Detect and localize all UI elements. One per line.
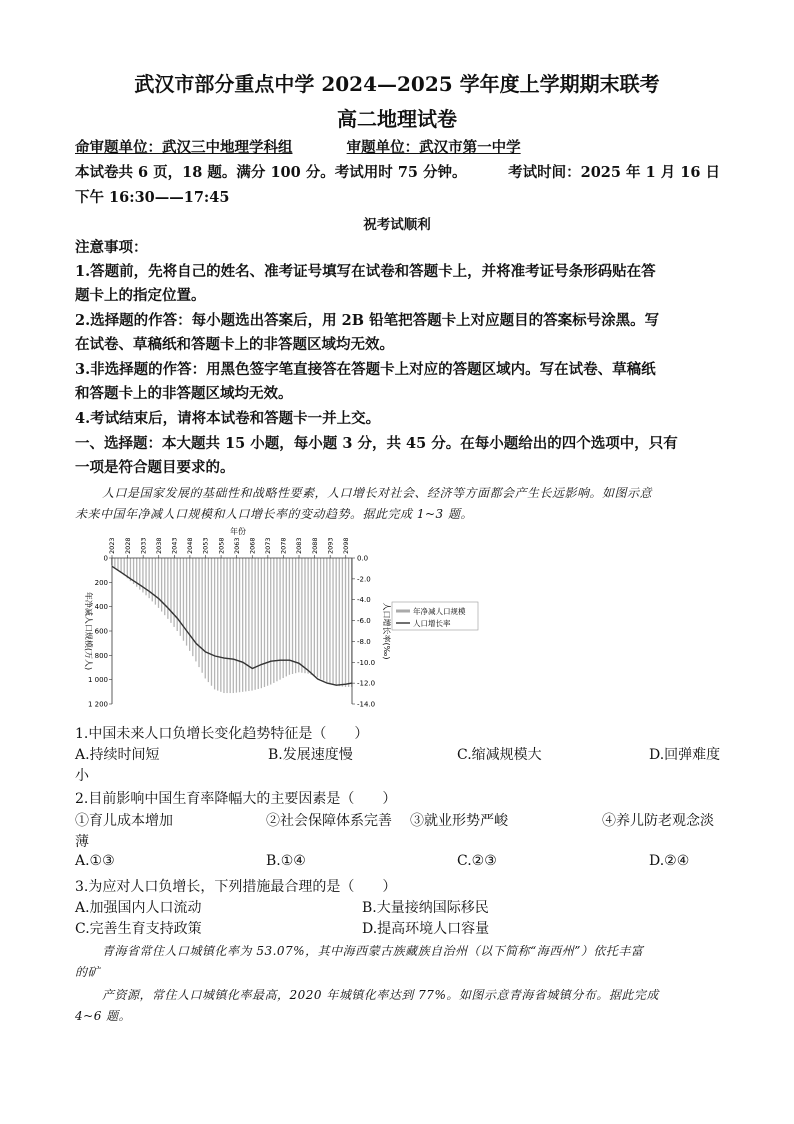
chart-legend: [392, 602, 478, 630]
bar-2059: [223, 558, 224, 693]
x-tick-label-2093: 2093: [326, 537, 335, 554]
section1-line-a: 一、选择题：本大题共 15 小题，每小题 3 分，共 45 分。在每小题给出的四个选项中，只有: [75, 435, 678, 452]
note-3b: 和答题卡上的非答题区域均无效。: [75, 385, 293, 402]
bar-2088: [314, 558, 315, 676]
bar-2084: [301, 558, 302, 673]
q1-option-a[interactable]: A.持续时间短: [75, 747, 160, 763]
bar-2027: [124, 558, 125, 575]
bar-2090: [320, 558, 321, 679]
bar-2068: [251, 558, 252, 691]
right-tick-group: [352, 555, 375, 709]
legend-bar-label: 年净减人口规模: [413, 607, 466, 616]
q1-option-d-cont: 小: [75, 768, 89, 784]
x-tick-label-2098: 2098: [341, 537, 350, 554]
exam-subject: 高二地理试卷: [337, 107, 457, 131]
bar-2079: [286, 558, 287, 676]
bar-2049: [192, 558, 193, 656]
bar-2058: [220, 558, 221, 692]
bar-2028: [127, 558, 128, 578]
bar-2026: [120, 558, 121, 573]
passage1-line-a: 人口是国家发展的基础性和战略性要素，人口增长对社会、经济等方面都会产生长远影响。如图示意: [102, 486, 653, 500]
bar-2053: [205, 558, 206, 678]
x-tick-label-2078: 2078: [279, 537, 288, 554]
setter-unit: 命审题单位：武汉三中地理学科组: [75, 139, 293, 156]
setter-line: [75, 136, 720, 157]
growth-rate-line: [112, 566, 352, 685]
bar-2037: [155, 558, 156, 605]
top-axis-label: 年份: [230, 527, 246, 536]
bar-2086: [307, 558, 308, 674]
bar-2072: [264, 558, 265, 687]
bar-2052: [201, 558, 202, 673]
note-2b: 在试卷、草稿纸和答题卡上的非答题区域均无效。: [75, 336, 394, 353]
bar-2046: [183, 558, 184, 641]
bar-2096: [339, 558, 340, 686]
right-tick-label-2: -4.0: [357, 596, 371, 605]
bar-2041: [167, 558, 168, 619]
population-chart: [78, 524, 480, 710]
population-chart-svg: [78, 524, 480, 710]
right-tick-label-1: -2.0: [357, 575, 371, 584]
q2-option-d[interactable]: D.②④: [649, 853, 690, 869]
notes-heading: 注意事项：: [75, 239, 148, 256]
bar-2038: [158, 558, 159, 608]
left-tick-label-6: 1 200: [87, 700, 108, 709]
passage2-line-a: 青海省常住人口城镇化率为 53.07%，其中海西蒙古族藏族自治州（以下简称“海西州”）依托丰富: [102, 944, 644, 958]
x-tick-label-2068: 2068: [248, 537, 257, 554]
q1-option-b[interactable]: B.发展速度慢: [268, 747, 353, 763]
q1-stem: 1.中国未来人口负增长变化趋势特征是（ ）: [75, 726, 369, 742]
x-tick-label-2023: 2023: [108, 537, 117, 554]
passage1-line-b: 未来中国年净减人口规模和人口增长率的变动趋势。据此完成 1~3 题。: [75, 507, 473, 521]
bar-2040: [164, 558, 165, 615]
bar-2094: [332, 558, 333, 685]
bar-2065: [242, 558, 243, 692]
bar-2074: [270, 558, 271, 685]
bar-2067: [248, 558, 249, 691]
bar-2061: [230, 558, 231, 693]
bar-2092: [326, 558, 327, 682]
q3-option-a[interactable]: A.加强国内人口流动: [75, 900, 202, 916]
q2-stem: 2.目前影响中国生育率降幅大的主要因素是（ ）: [75, 791, 397, 807]
right-tick-label-5: -10.0: [357, 658, 376, 667]
exam-time: 下午 16:30——17:45: [75, 189, 230, 206]
x-tick-label-2028: 2028: [123, 537, 132, 554]
bar-2077: [279, 558, 280, 680]
bar-2043: [173, 558, 174, 627]
bar-2087: [311, 558, 312, 675]
exam-info: [75, 161, 720, 182]
x-tick-label-2043: 2043: [170, 537, 179, 554]
q2-statement-4-cont: 薄: [75, 834, 89, 850]
q2-statement-4: ④养儿防老观念淡: [602, 813, 714, 829]
bar-2057: [217, 558, 218, 691]
q3-stem: 3.为应对人口负增长，下列措施最合理的是（ ）: [75, 879, 397, 895]
bar-2024: [114, 558, 115, 568]
left-tick-label-3: 600: [94, 627, 108, 636]
x-tick-label-2058: 2058: [217, 537, 226, 554]
bar-2075: [273, 558, 274, 683]
legend-line-label: 人口增长率: [413, 619, 451, 628]
right-tick-label-4: -8.0: [357, 637, 371, 646]
bar-2045: [180, 558, 181, 636]
x-tick-label-2073: 2073: [264, 537, 273, 554]
right-tick-label-7: -14.0: [357, 700, 376, 709]
bar-2089: [317, 558, 318, 677]
bar-2099: [348, 558, 349, 687]
bar-2048: [189, 558, 190, 651]
bar-2083: [298, 558, 299, 672]
bar-2054: [208, 558, 209, 682]
bar-2071: [261, 558, 262, 688]
passage2-line-b: 的矿: [75, 965, 101, 979]
reviewer-unit: 审题单位：武汉市第一中学: [346, 139, 521, 156]
bar-2039: [161, 558, 162, 612]
q3-option-b[interactable]: B.大量接纳国际移民: [362, 900, 489, 916]
q1-option-c[interactable]: C.缩减规模大: [457, 747, 542, 763]
bar-2064: [239, 558, 240, 692]
left-tick-label-0: 0: [103, 554, 108, 563]
note-3a: 3.非选择题的作答：用黑色签字笔直接答在答题卡上对应的答题区域内。写在试卷、草稿纸: [75, 361, 656, 378]
note-1a: 1.答题前，先将自己的姓名、准考证号填写在试卷和答题卡上，并将准考证号条形码贴在答: [75, 263, 656, 280]
passage2-line-d: 4~6 题。: [75, 1009, 132, 1023]
q2-statement-2: ②社会保障体系完善: [266, 813, 392, 829]
note-4: 4.考试结束后，请将本试卷和答题卡一并上交。: [75, 410, 381, 427]
bar-2047: [186, 558, 187, 646]
bar-group: [111, 558, 352, 693]
x-tick-label-2088: 2088: [310, 537, 319, 554]
bar-2080: [289, 558, 290, 675]
right-tick-label-3: -6.0: [357, 617, 371, 626]
bar-2085: [304, 558, 305, 673]
bar-2098: [345, 558, 346, 687]
bar-2073: [267, 558, 268, 686]
bar-2082: [295, 558, 296, 673]
exam-info-right: 考试时间：2025 年 1 月 16 日: [508, 164, 720, 181]
q2-statement-3: ③就业形势严峻: [410, 813, 508, 829]
q1-option-d[interactable]: D.回弹难度: [649, 747, 721, 763]
left-tick-label-2: 400: [94, 603, 108, 612]
left-tick-label-5: 1 000: [87, 676, 108, 685]
right-tick-label-6: -12.0: [357, 679, 376, 688]
x-tick-label-2033: 2033: [139, 537, 148, 554]
bar-2036: [152, 558, 153, 601]
bar-2081: [292, 558, 293, 674]
left-axis-label: 年净减人口规模(万人): [84, 591, 93, 671]
bar-2060: [226, 558, 227, 693]
left-tick-label-1: 200: [94, 578, 108, 587]
bar-2093: [329, 558, 330, 683]
q2-option-b[interactable]: B.①④: [266, 853, 306, 869]
passage2-line-c: 产资源，常住人口城镇化率最高，2020 年城镇化率达到 77%。如图示意青海省城镇分布。据此完成: [102, 988, 659, 1002]
left-tick-label-4: 800: [94, 651, 108, 660]
bar-2056: [214, 558, 215, 689]
right-tick-label-0: 0.0: [357, 554, 369, 563]
bar-2063: [236, 558, 237, 693]
right-axis-label: 人口增长率(‰): [382, 602, 391, 660]
q2-option-a[interactable]: A.①③: [75, 853, 115, 869]
bar-2066: [245, 558, 246, 691]
bar-2095: [336, 558, 337, 686]
x-tick-label-2048: 2048: [186, 537, 195, 554]
bar-2062: [233, 558, 234, 693]
exam-info-left: 本试卷共 6 页，18 题。满分 100 分。考试用时 75 分钟。: [75, 164, 467, 181]
bar-2055: [211, 558, 212, 686]
q3-option-c[interactable]: C.完善生育支持政策: [75, 921, 202, 937]
bar-2025: [117, 558, 118, 570]
q2-statement-1: ①育儿成本增加: [75, 813, 173, 829]
x-tick-label-2083: 2083: [295, 537, 304, 554]
exam-title: 武汉市部分重点中学 2024—2025 学年度上学期期末联考: [134, 72, 660, 96]
note-1b: 题卡上的指定位置。: [75, 287, 206, 304]
bar-2076: [276, 558, 277, 681]
bar-2044: [177, 558, 178, 631]
section1-line-b: 一项是符合题目要求的。: [75, 459, 235, 476]
q2-option-c[interactable]: C.②③: [457, 853, 497, 869]
bar-2051: [198, 558, 199, 667]
bar-2097: [342, 558, 343, 687]
axes-group: [112, 558, 352, 704]
bar-2050: [195, 558, 196, 661]
good-luck: 祝考试顺利: [363, 217, 431, 233]
note-2a: 2.选择题的作答：每小题选出答案后，用 2B 铅笔把答题卡上对应题目的答案标号涂黑。写: [75, 312, 660, 329]
x-tick-group: [108, 537, 350, 558]
x-tick-label-2053: 2053: [201, 537, 210, 554]
bar-2091: [323, 558, 324, 680]
x-tick-label-2063: 2063: [232, 537, 241, 554]
x-tick-label-2038: 2038: [154, 537, 163, 554]
bar-2069: [254, 558, 255, 690]
bar-2070: [258, 558, 259, 689]
q3-option-d[interactable]: D.提高环境人口容量: [362, 921, 490, 937]
bar-2042: [170, 558, 171, 623]
